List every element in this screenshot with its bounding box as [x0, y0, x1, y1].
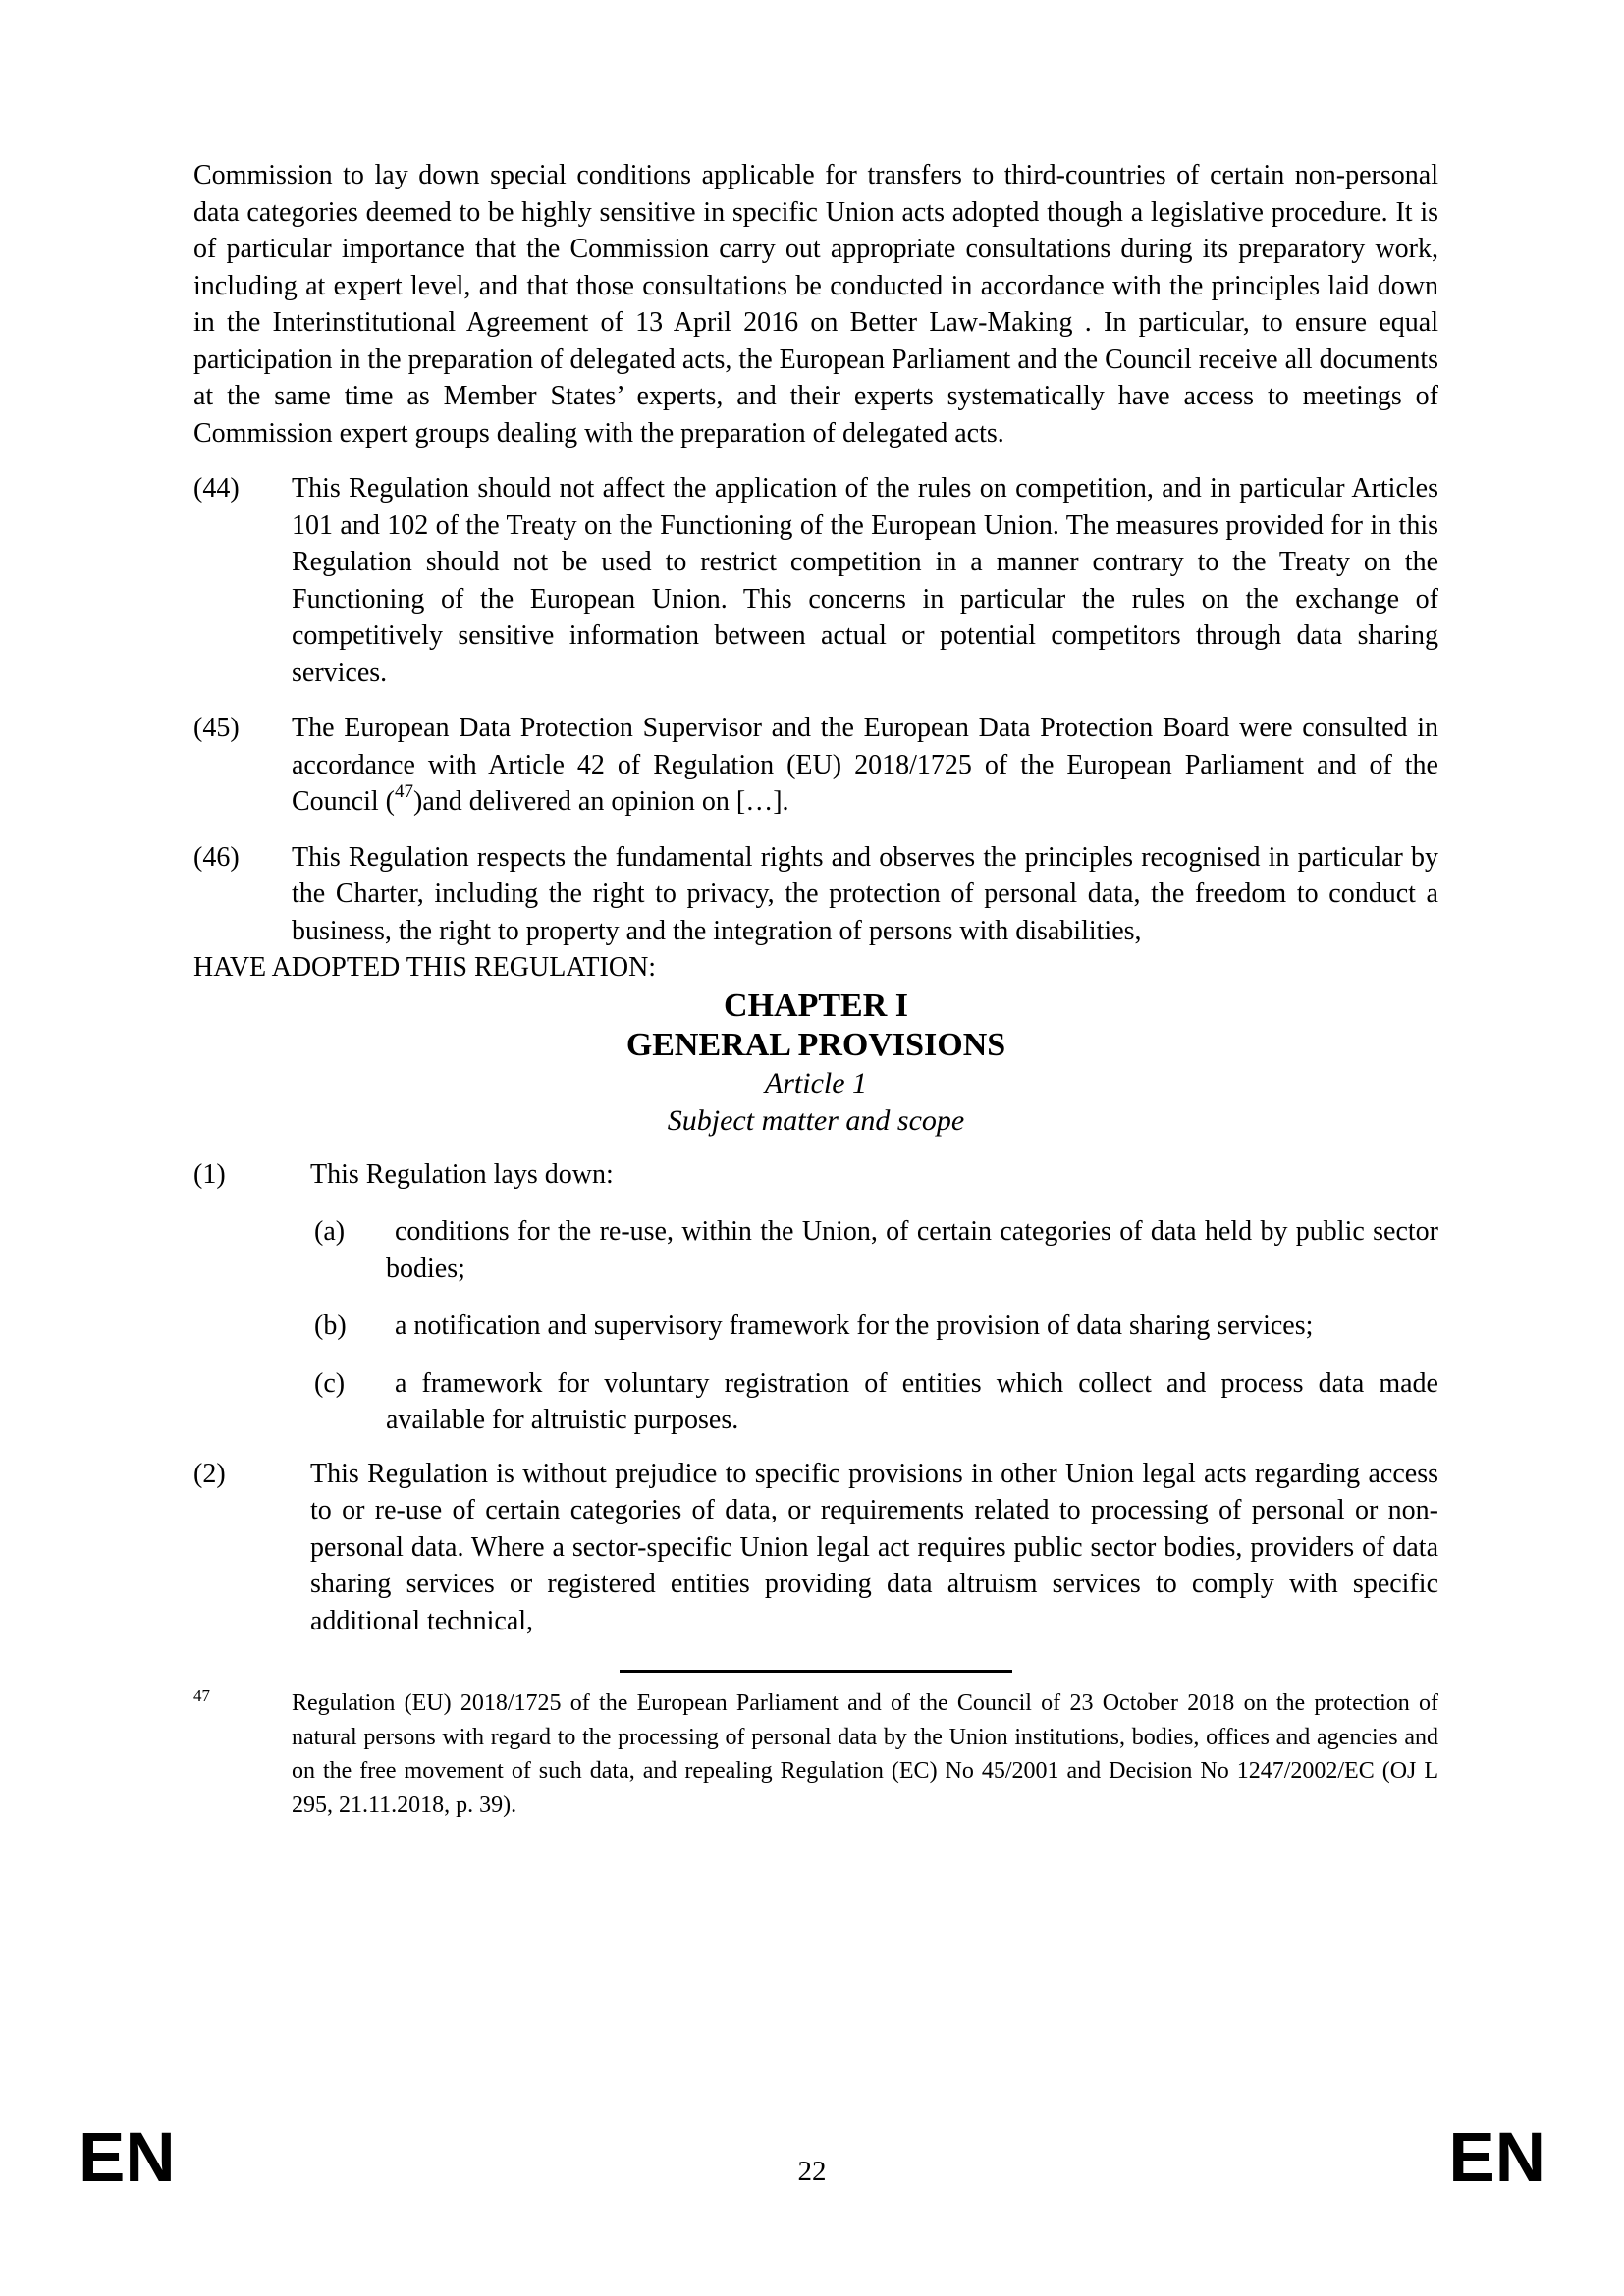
recital-44 [193, 470, 1438, 691]
subitem-a [314, 1213, 1438, 1287]
article-number-heading: Article 1 [764, 1066, 868, 1099]
recital-45-text-before-ref: The European Data Protection Supervisor and the European Data Protection Board were consulted in accordance with Article 42 of Regulation (EU) 2018/1725 of the European Parliament and of the Council ( [292, 713, 1438, 817]
recital-45-text-after-ref: )and delivered an opinion on […]. [413, 786, 789, 817]
recital-46-text: This Regulation respects the fundamental rights and observes the principles recognised in particular by the Charter, including the right to privacy, the protection of personal data, the freedom to conduct a business, the right to property and the integration of persons with disabilities, [292, 841, 1438, 946]
subitem-c [314, 1365, 1438, 1439]
footer-page-number: 22 [797, 2156, 827, 2187]
footnote-47-text: Regulation (EU) 2018/1725 of the European Parliament and of the Council of 23 October 2018 on the protection of natural persons with regard to the processing of personal data by the Union institutions, bodies, offices and agencies and on the free movement of such data, and repealing Regulation (EC) No 45/2001 and Decision No 1247/2002/EC (OJ L 295, 21.11.2018, p. 39). [292, 1690, 1438, 1818]
footnote-reference-47: 47 [395, 781, 413, 802]
page-content [193, 157, 1438, 1822]
recital-46-number: (46) [193, 841, 240, 873]
recital-46 [193, 839, 1438, 950]
article-paragraph-1 [193, 1156, 1438, 1194]
subitem-a-text: conditions for the re-use, within the Union, of certain categories of data held by public sector bodies; [386, 1216, 1438, 1284]
chapter-title-heading: GENERAL PROVISIONS [625, 1026, 1006, 1063]
subitem-a-number: (a) [314, 1216, 346, 1247]
footer-language-right: EN [1448, 2119, 1545, 2197]
recital-44-text: This Regulation should not affect the application of the rules on competition, and in particular Articles 101 and 102 of the Treaty on the Functioning of the European Union. The measures provided for in this Regulation should not be used to restrict competition in a manner contrary to the Treaty on the Functioning of the European Union. This concerns in particular the rules on the exchange of competitively sensitive information between actual or potential competitors through data sharing services. [292, 473, 1438, 688]
article-subtitle-heading: Subject matter and scope [667, 1103, 965, 1137]
article-paragraph-1-text: This Regulation lays down: [310, 1158, 614, 1190]
footnote-47-marker: 47 [193, 1686, 210, 1705]
article-paragraph-2-number: (2) [193, 1458, 226, 1489]
subitem-c-number: (c) [314, 1367, 346, 1399]
article-paragraph-2 [193, 1456, 1438, 1640]
chapter-number-heading: CHAPTER I [724, 987, 908, 1024]
subitem-b [314, 1308, 1438, 1345]
footnote-separator-rule [620, 1670, 1012, 1673]
recital-43-continuation: Commission to lay down special conditions applicable for transfers to third-countries of certain non-personal data categories deemed to be highly sensitive in specific Union acts adopted though a legislative procedure. It is of particular importance that the Commission carry out appropriate consultations during its preparatory work, including at expert level, and that those consultations be conducted in accordance with the principles laid down in the Interinstitutional Agreement of 13 April 2016 on Better Law-Making . In particular, to ensure equal participation in the preparation of delegated acts, the European Parliament and the Council receive all documents at the same time as Member States’ experts, and their experts systematically have access to meetings of Commission expert groups dealing with the preparation of delegated acts. [193, 160, 1438, 449]
subitem-c-text: a framework for voluntary registration of entities which collect and process data made available for altruistic purposes. [386, 1367, 1438, 1435]
article-paragraph-1-number: (1) [193, 1158, 226, 1190]
recital-45-number: (45) [193, 713, 240, 743]
subitem-b-text: a notification and supervisory framework for the provision of data sharing services; [395, 1310, 1314, 1341]
recital-45-text [292, 710, 1438, 821]
adoption-clause: HAVE ADOPTED THIS REGULATION: [193, 952, 657, 983]
article-paragraph-2-text: This Regulation is without prejudice to specific provisions in other Union legal acts regarding access to or re-use of certain categories of data, or requirements related to processing of personal or non-personal data. Where a sector-specific Union legal act requires public sector bodies, providers of data sharing services or registered entities providing data altruism services to comply with specific additional technical, [310, 1458, 1438, 1636]
footnote-47 [193, 1686, 1438, 1822]
footer-language-left: EN [79, 2119, 176, 2197]
recital-44-number: (44) [193, 473, 240, 504]
recital-45 [193, 710, 1438, 821]
subitem-b-number: (b) [314, 1310, 347, 1341]
